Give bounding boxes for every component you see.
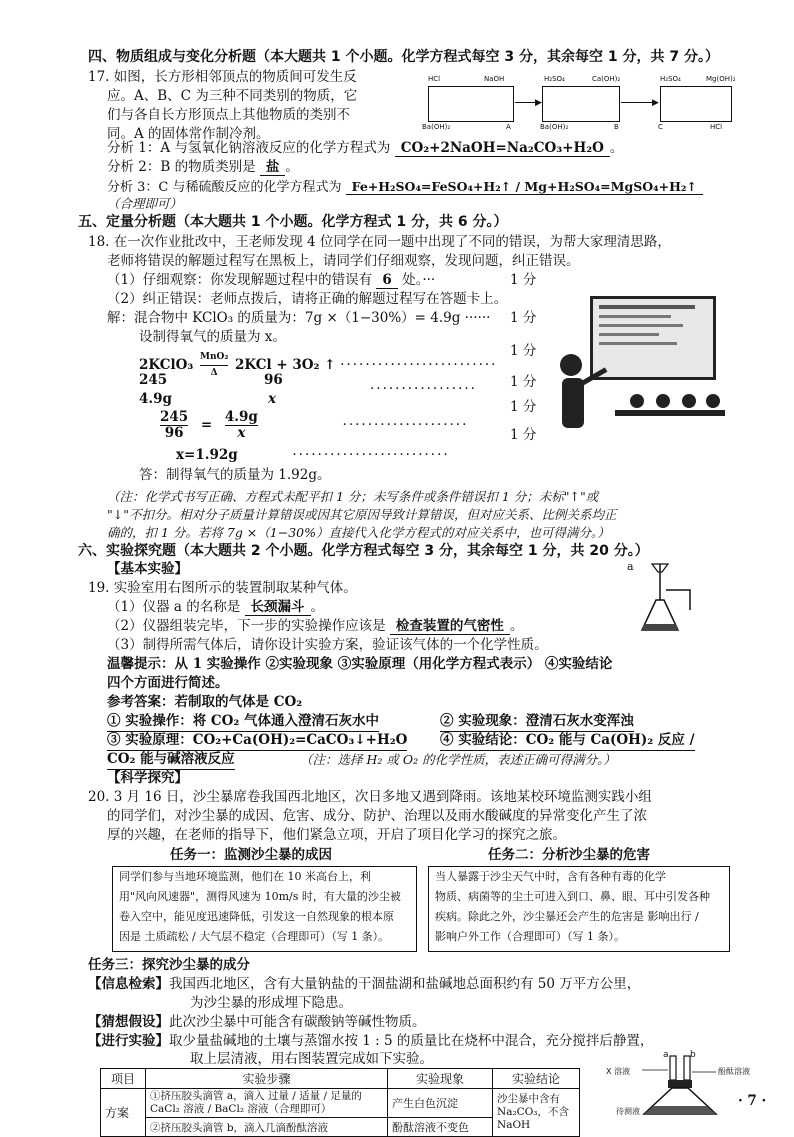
dropper-label-b: b <box>690 1050 696 1060</box>
q17-note: （合理即可） <box>107 196 183 211</box>
section-6-title: 六、实验探究题（本大题共 2 个小题。化学方程式每空 3 分，其余每空 1 分，共 20 分。） <box>78 543 649 559</box>
q18-note3: 确的，扣 1 分。若将 7g ×（1−30%）直接代入化学方程式的对应关系中，也可得满分。） <box>107 525 610 540</box>
score-4: 1 分 <box>510 374 537 390</box>
q18-equation: 2KClO₃ $\frac{\text{MnO₂}}{\Delta}$ 2KCl + 3O₂ ↑ ························· <box>139 352 498 378</box>
q19-part2: （2）仪器组装完毕，下一步的实验操作应该是 检查装置的气密性 。 <box>107 618 524 634</box>
teacher-body <box>562 378 584 428</box>
q18-mass-2: 96 <box>264 372 283 388</box>
q17-answer1: CO₂+2NaOH=Na₂CO₃+H₂O <box>395 140 610 157</box>
desk <box>615 410 725 416</box>
q17-analysis3: 分析 3：C 与稀硫酸反应的化学方程式为 Fe+H₂SO₄=FeSO₄+H₂↑ / Mg+H₂SO₄=MgSO₄+H₂↑ <box>107 177 703 197</box>
q18-proportion: $\frac{245}{96}$ = $\frac{4.9g}{x}$ ···················· <box>160 409 469 441</box>
q19-r3b: （注：选择 H₂ 或 O₂ 的化学性质，表述正确可得满分。） <box>300 752 616 767</box>
score-1: 1 分 <box>510 272 537 288</box>
q20-line3: 厚的兴趣，在老师的指导下，他们紧急立项，开启了项目化学习的探究之旅。 <box>107 827 566 843</box>
diag-bot-2: A <box>506 123 511 131</box>
q17-line4: 同。A 的固体常作制冷剂。 <box>107 126 270 142</box>
fig-phenol-solution: 酚酞溶液 <box>718 1067 750 1076</box>
q17-answer3: Fe+H₂SO₄=FeSO₄+H₂↑ / Mg+H₂SO₄=MgSO₄+H₂↑ <box>346 179 703 195</box>
student-4 <box>706 394 720 408</box>
q19-r1a: ① 实验操作：将 CO₂ 气体通入澄清石灰水中 <box>107 712 379 732</box>
task1-title: 任务一：监测沙尘暴的成因 <box>170 847 332 863</box>
task2-box: 当人暴露于沙尘天气中时，含有各种有毒的化学 物质、病菌等的尘土可进入到口、鼻、眼、耳中引发各种 疾病。除此之外，沙尘暴还会产生的危害是 影响出行 / 影响户外工作（合理即可）（写 1 条）。 <box>428 866 730 952</box>
q18-value-2: x <box>268 391 277 407</box>
score-5: 1 分 <box>510 399 537 415</box>
q20-line1: 20. 3 月 16 日，沙尘暴席卷我国西北地区，次日多地又遇到降雨。该地某校环境监测实践小组 <box>88 789 652 805</box>
diag-top-4: Ca(OH)₂ <box>592 75 621 83</box>
section-5-title: 五、定量分析题（本大题共 1 个小题。化学方程式 1 分，共 6 分。） <box>78 214 508 230</box>
info-row1: 【信息检索】我国西北地区，含有大量钠盐的干涸盐湖和盐碱地总面积约有 50 万平方公里， <box>88 976 641 992</box>
diag-rect-3 <box>660 86 732 122</box>
fig-test-solution: 待测液 <box>616 1107 640 1116</box>
q18-solution-line1: 解：混合物中 KClO₃ 的质量为：7g ×（1−30%）= 4.9g ······ <box>107 310 491 326</box>
th-item: 项目 <box>101 1069 146 1089</box>
q17-analysis2: 分析 2：B 的物质类别是 盐 。 <box>107 159 299 175</box>
q18-mass-1: 245 <box>139 372 168 388</box>
q19-tip2: 四个方面进行简述。 <box>107 675 229 691</box>
step-2: ②挤压胶头滴管 b，滴入几滴酚酞溶液 <box>146 1118 388 1137</box>
basic-experiment-tag: 【基本实验】 <box>107 561 188 577</box>
blackboard <box>590 296 716 380</box>
diag-top-6: Mg(OH)₂ <box>706 75 736 83</box>
student-1 <box>630 394 644 408</box>
q19-reference: 参考答案：若制取的气体是 CO₂ <box>107 694 303 710</box>
score-2: 1 分 <box>510 310 537 326</box>
q17-line1: 17. 如图，长方形相邻顶点的物质间可发生反 <box>88 69 357 85</box>
q19-part1: （1）仪器 a 的名称是 长颈漏斗 。 <box>107 599 325 615</box>
q18-value-1: 4.9g <box>139 391 172 407</box>
q19-answer1: 长颈漏斗 <box>245 599 311 616</box>
task1-box: 同学们参与当地环境监测，他们在 10 米高台上，利 用"风向风速器"，测得风速为 10m/s 时，有大量的沙尘被 卷入空中，能见度迅速降低，引发这一自然现象的根本原 因是 土质疏松 / 大气层不稳定（合理即可）（写 1 条）。 <box>112 866 417 952</box>
step-1: ①挤压胶头滴管 a，滴入 过量 / 适量 / 足量的 CaCl₂ 溶液 / BaCl₂ 溶液（合理即可） <box>146 1089 388 1118</box>
exp-row2: 取上层清液，用右图装置完成如下实验。 <box>190 1051 433 1067</box>
q19-r2a: ③ 实验原理：CO₂+Ca(OH)₂=CaCO₃↓+H₂O <box>107 731 407 751</box>
section-4-title: 四、物质组成与变化分析题（本大题共 1 个小题。化学方程式每空 3 分，其余每空 1 分，共 7 分。） <box>88 49 719 65</box>
q19-answer2: 检查装置的气密性 <box>390 618 510 635</box>
diag-rect-2 <box>542 86 620 122</box>
phenomenon-1: 产生白色沉淀 <box>388 1089 493 1118</box>
q19-tip: 温馨提示：从 1 实验操作 ②实验现象 ③实验原理（用化学方程式表示） ④实验结论 <box>107 656 613 672</box>
dots-4: ················· <box>370 381 477 397</box>
phenomenon-2: 酚酞溶液不变色 <box>388 1118 493 1137</box>
q18-line1: 18. 在一次作业批改中，王老师发现 4 位同学在同一题中出现了不同的错误，为帮大家理清思路， <box>88 234 671 250</box>
q18-solution-line2: 设制得氧气的质量为 x。 <box>139 329 286 345</box>
experiment-table <box>100 1068 580 1137</box>
student-3 <box>682 394 696 408</box>
score-6: 1 分 <box>510 427 537 443</box>
flask-label-a: a <box>627 560 634 573</box>
guess-row: 【猜想假设】此次沙尘暴中可能含有碳酸钠等碱性物质。 <box>88 1014 426 1030</box>
q18-note1: （注：化学式书写正确、方程式未配平扣 1 分；未写条件或条件错误扣 1 分；未标"↑"或 <box>107 489 599 504</box>
diag-bot-1: Ba(OH)₂ <box>422 123 451 131</box>
teacher-head <box>560 354 582 376</box>
q18-result: x=1.92g ························· <box>176 447 450 463</box>
q17-line3: 们与各自长方形顶点上其他物质的类别不 <box>107 107 350 123</box>
conclusion: 沙尘暴中含有 Na₂CO₃，不含 NaOH <box>493 1089 580 1137</box>
fig-x-solution: X 溶液 <box>606 1067 631 1076</box>
diag-bot-3: Ba(OH)₂ <box>540 123 569 131</box>
task2-title: 任务二：分析沙尘暴的危害 <box>488 847 650 863</box>
th-steps: 实验步骤 <box>146 1069 388 1089</box>
diag-top-5: H₂SO₄ <box>660 75 681 83</box>
exp-row1: 【进行实验】取少量盐碱地的土壤与蒸馏水按 1 : 5 的质量比在烧杯中混合，充分搅拌后静置， <box>88 1033 654 1049</box>
q19-r1b: ② 实验现象：澄清石灰水变浑浊 <box>440 712 634 732</box>
diag-bot-4: B <box>614 123 619 131</box>
science-tag: 【科学探究】 <box>107 770 188 786</box>
diag-bot-6: HCl <box>710 123 723 131</box>
q19-r3a: CO₂ 能与碱溶液反应 <box>107 750 235 770</box>
diag-rect-1 <box>428 86 514 122</box>
q18-error-count: 6 <box>376 272 397 289</box>
score-3: 1 分 <box>510 343 537 359</box>
q18-part2: （2）纠正错误：老师点拨后，请将正确的解题过程写在答题卡上。 <box>107 291 508 307</box>
q17-answer2: 盐 <box>260 159 286 176</box>
q19-line1: 19. 实验室用右图所示的装置制取某种气体。 <box>88 580 357 596</box>
diag-top-2: NaOH <box>484 75 505 83</box>
arrow-head-1-icon: ▶ <box>535 98 542 108</box>
q18-note2: "↓"不扣分。相对分子质量计算错误或因其它原因导致计算错误，但对应关系、比例关系均正 <box>107 507 617 522</box>
dropper-label-a: a <box>663 1050 669 1060</box>
q20-line2: 的同学们，对沙尘暴的成因、危害、成分、防护、治理以及雨水酸碱度的异常变化产生了浓 <box>107 808 647 824</box>
arrow-head-2-icon: ▶ <box>652 98 659 108</box>
q18-part1: （1）仔细观察：你发现解题过程中的错误有 6 处。··· <box>107 272 436 288</box>
q18-line2: 老师将错误的解题过程写在黑板上，请同学们仔细观察，发现问题，纠正错误。 <box>107 253 580 269</box>
q17-analysis1: 分析 1：A 与氢氧化钠溶液反应的化学方程式为 CO₂+2NaOH=Na₂CO₃+H₂O 。 <box>107 140 624 156</box>
page-number: · 7 · <box>738 1093 767 1109</box>
diag-top-1: HCl <box>428 75 441 83</box>
q19-part3: （3）制得所需气体后，请你设计实验方案，验证该气体的一个化学性质。 <box>107 637 548 653</box>
diag-top-3: H₂SO₄ <box>544 75 565 83</box>
row-label: 方案 <box>101 1089 146 1137</box>
q19-r2b: ④ 实验结论：CO₂ 能与 Ca(OH)₂ 反应 / <box>440 731 695 751</box>
q17-line2: 应。A、B、C 为三种不同类别的物质，它 <box>107 88 358 104</box>
th-conclusion: 实验结论 <box>493 1069 580 1089</box>
q18-answer: 答：制得氧气的质量为 1.92g。 <box>139 467 331 483</box>
info-row2: 为沙尘暴的形成埋下隐患。 <box>190 995 352 1011</box>
flask-apparatus <box>630 560 710 640</box>
th-phenomenon: 实验现象 <box>388 1069 493 1089</box>
student-2 <box>656 394 670 408</box>
task3-title: 任务三：探究沙尘暴的成分 <box>88 957 250 973</box>
diag-bot-5: C <box>658 123 663 131</box>
